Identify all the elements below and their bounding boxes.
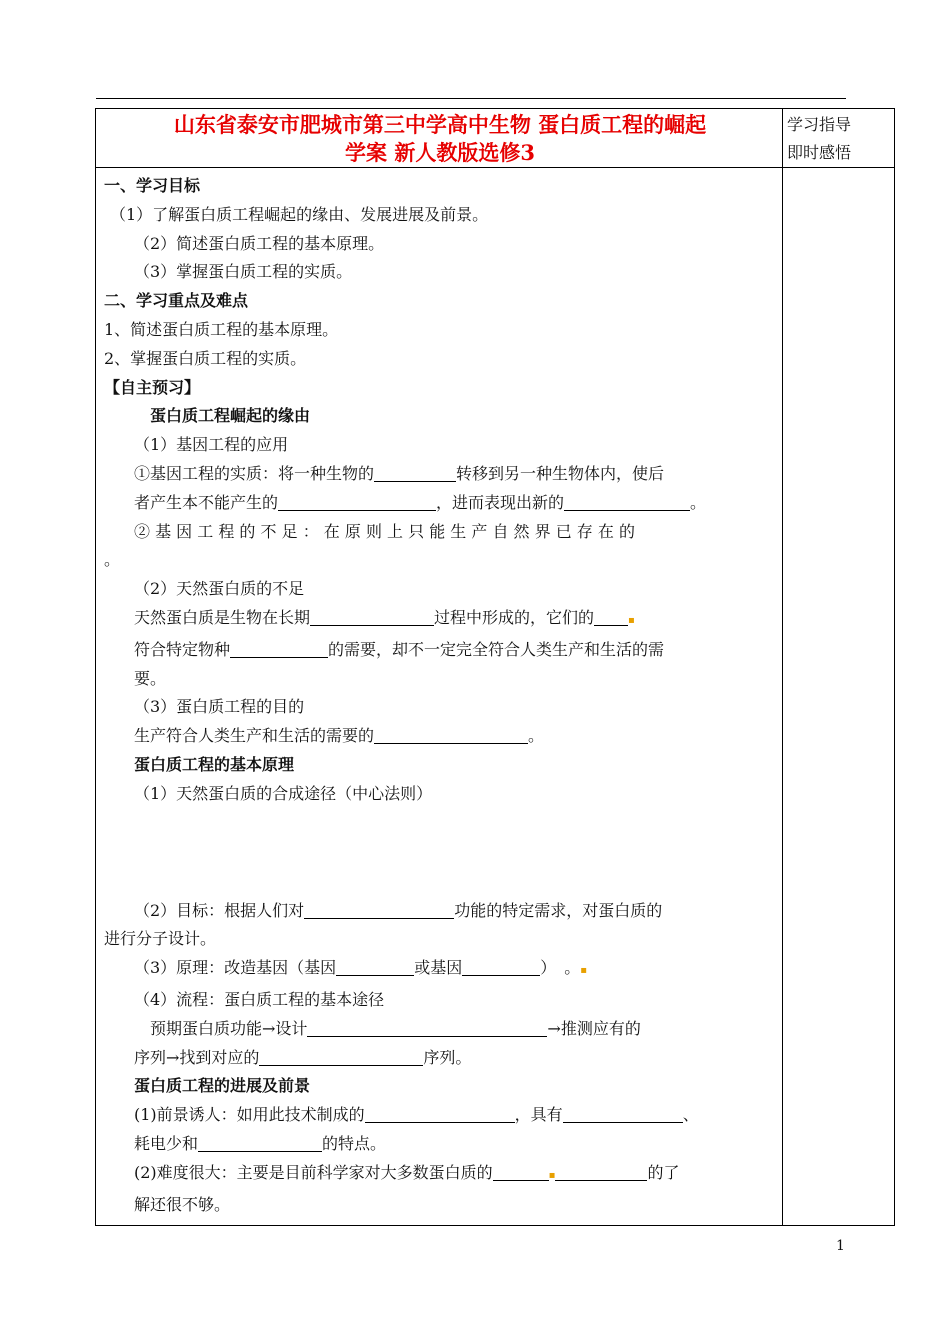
text-line: （4）流程：蛋白质工程的基本途径 xyxy=(134,989,385,1009)
main-content xyxy=(96,168,783,1226)
fill-in-line: 天然蛋白质是生物在长期 过程中形成的，它们的 ▪ xyxy=(134,607,635,627)
answer-blank[interactable] xyxy=(462,957,540,976)
text-line: 。 xyxy=(104,550,121,570)
answer-blank[interactable] xyxy=(374,725,528,744)
goal-item: （3）掌握蛋白质工程的实质。 xyxy=(134,262,353,282)
answer-blank[interactable] xyxy=(259,1047,423,1066)
subsection-heading-principle: 蛋白质工程的基本原理 xyxy=(134,754,295,774)
title-line-1: 山东省泰安市肥城市第三中学高中生物 蛋白质工程的崛起 xyxy=(173,112,707,137)
fill-in-line: (2)难度很大：主要是目前科学家对大多数蛋白质的 ▪ 的了 xyxy=(134,1162,680,1182)
worksheet-table xyxy=(95,108,895,1226)
mark-dot: ▪ xyxy=(548,1169,556,1181)
answer-blank[interactable] xyxy=(278,492,436,511)
section-heading-preview: 【自主预习】 xyxy=(104,377,201,397)
answer-blank[interactable] xyxy=(310,607,434,626)
text-line: 要。 xyxy=(134,668,167,688)
section-heading-goals: 一、学习目标 xyxy=(104,176,201,195)
side-notes-column xyxy=(783,168,895,1226)
answer-blank[interactable] xyxy=(230,639,328,658)
answer-blank[interactable] xyxy=(304,900,454,919)
fill-in-line: 者产生本不能产生的 ，进而表现出新的 。 xyxy=(134,492,707,512)
fill-in-line: （2）目标：根据人们对 功能的特定需求，对蛋白质的 xyxy=(134,900,663,920)
side-header-line-2: 即时感悟 xyxy=(787,143,852,162)
diagram-space xyxy=(104,809,772,897)
mark-dot: ▪ xyxy=(580,965,587,977)
fill-in-line: 生产符合人类生产和生活的需要的 。 xyxy=(134,726,545,746)
text-line: ② 基 因 工 程 的 不 足 ： 在 原 则 上 只 能 生 产 自 然 界 已 存 在 的 xyxy=(134,521,635,541)
text-line: 进行分子设计。 xyxy=(104,929,217,949)
document-title xyxy=(96,109,783,168)
page-number: 1 xyxy=(836,1238,845,1254)
mark-dot: ▪ xyxy=(628,614,635,626)
answer-blank[interactable] xyxy=(564,492,690,511)
side-column-header xyxy=(783,109,895,168)
title-line-2: 学案 新人教版选修3 xyxy=(345,140,535,165)
text-line: （1）天然蛋白质的合成途径（中心法则） xyxy=(134,783,433,803)
text-line: （3）蛋白质工程的目的 xyxy=(134,697,305,717)
answer-blank[interactable] xyxy=(493,1162,549,1181)
answer-blank[interactable] xyxy=(365,1104,515,1123)
top-rule xyxy=(96,98,846,99)
answer-blank[interactable] xyxy=(307,1018,547,1037)
answer-blank[interactable] xyxy=(374,463,456,482)
goal-item: （2）简述蛋白质工程的基本原理。 xyxy=(134,233,385,253)
answer-blank[interactable] xyxy=(198,1133,322,1152)
answer-blank[interactable] xyxy=(563,1104,683,1123)
text-line: 解还很不够。 xyxy=(134,1194,231,1214)
key-point-item: 2、掌握蛋白质工程的实质。 xyxy=(104,348,307,368)
fill-in-line: （3）原理：改造基因（基因 或基因 ） 。▪ xyxy=(134,958,587,978)
answer-blank[interactable] xyxy=(555,1162,647,1181)
section-heading-key-points: 二、学习重点及难点 xyxy=(104,291,249,311)
subsection-heading-progress: 蛋白质工程的进展及前景 xyxy=(134,1076,311,1096)
answer-blank[interactable] xyxy=(336,957,414,976)
fill-in-line: (1)前景诱人：如用此技术制成的 ，具有 、 xyxy=(134,1105,699,1125)
text-line: （2）天然蛋白质的不足 xyxy=(134,579,305,599)
fill-in-line: 序列→找到对应的 序列。 xyxy=(134,1047,472,1067)
answer-blank[interactable] xyxy=(594,607,628,626)
fill-in-line: 耗电少和 的特点。 xyxy=(134,1133,387,1153)
goal-item: （1）了解蛋白质工程崛起的缘由、发展进展及前景。 xyxy=(110,204,489,224)
key-point-item: 1、简述蛋白质工程的基本原理。 xyxy=(104,319,339,339)
fill-in-line: 符合特定物种 的需要，却不一定完全符合人类生产和生活的需 xyxy=(134,639,665,659)
fill-in-line: ①基因工程的实质：将一种生物的 转移到另一种生物体内，使后 xyxy=(134,463,665,483)
fill-in-line: 预期蛋白质功能→设计 →推测应有的 xyxy=(150,1018,641,1038)
subsection-heading-origin: 蛋白质工程崛起的缘由 xyxy=(150,406,311,426)
text-line: （1）基因工程的应用 xyxy=(134,435,289,455)
side-header-line-1: 学习指导 xyxy=(787,115,852,134)
